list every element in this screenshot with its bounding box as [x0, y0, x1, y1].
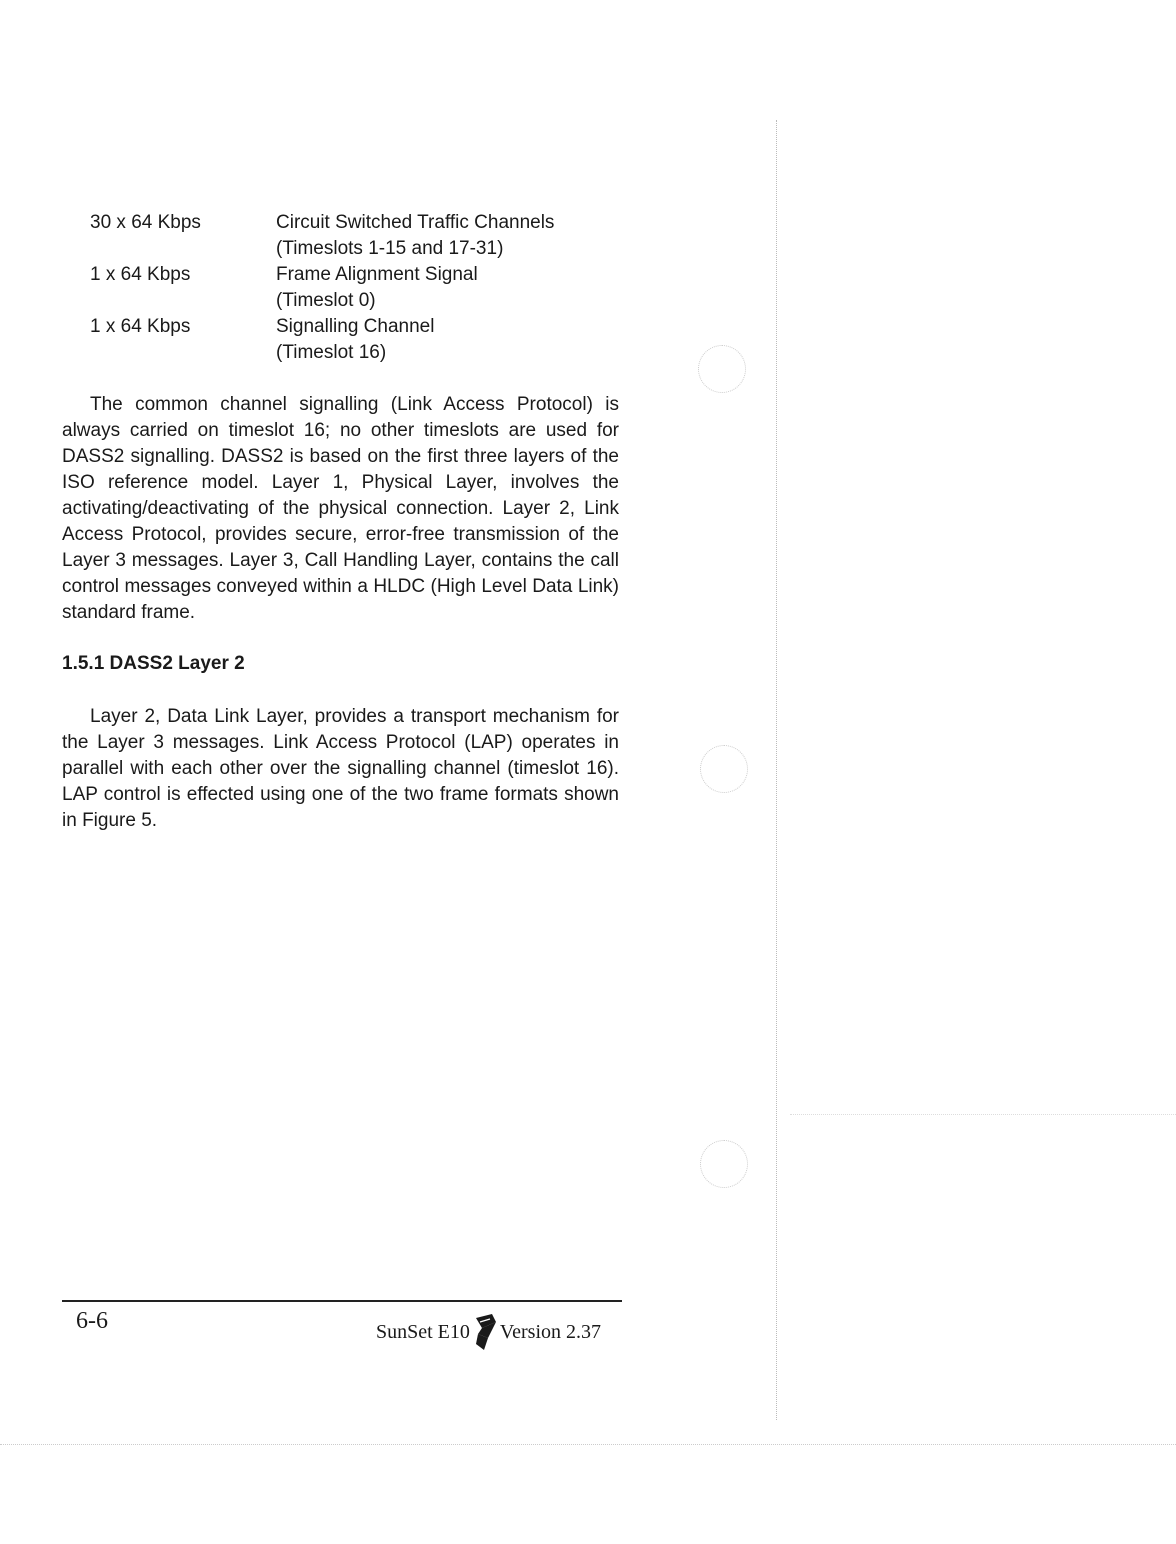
- channel-desc-line: Frame Alignment Signal: [276, 264, 478, 285]
- channel-rate: 1 x 64 Kbps: [90, 264, 191, 285]
- binder-hole: [700, 1140, 748, 1188]
- channel-row: [90, 210, 630, 262]
- sunset-logo-icon: [472, 1312, 498, 1352]
- scan-binding-line: [776, 120, 777, 1420]
- binder-hole: [698, 345, 746, 393]
- channel-description: [276, 314, 630, 366]
- channel-row: [90, 314, 630, 366]
- body-paragraph-layer2: Layer 2, Data Link Layer, provides a transport mechanism for the Layer 3 messages. Link Access Protocol (LAP) operates in parallel with each other over the signalling channel (timeslot 16). LAP control is effected using one of the two frame formats shown in Figure 5.: [62, 706, 619, 831]
- scan-edge-line: [790, 1114, 1176, 1115]
- channel-row: [90, 262, 630, 314]
- scan-edge-line: [0, 1444, 1176, 1445]
- channel-desc-line: Signalling Channel: [276, 316, 435, 337]
- channel-desc-line: Circuit Switched Traffic Channels: [276, 212, 555, 233]
- channel-desc-line: (Timeslots 1-15 and 17-31): [276, 238, 504, 259]
- footer-product-line: [376, 1312, 601, 1352]
- channel-desc-line: (Timeslot 16): [276, 342, 387, 363]
- channel-description: [276, 262, 630, 314]
- binder-hole: [700, 745, 748, 793]
- channel-rate: 1 x 64 Kbps: [90, 316, 191, 337]
- page-number: 6-6: [76, 1308, 108, 1334]
- channel-table: [90, 210, 630, 366]
- channel-rate: 30 x 64 Kbps: [90, 212, 201, 233]
- channel-desc-line: (Timeslot 0): [276, 290, 376, 311]
- footer-product-name: SunSet E10: [376, 1320, 470, 1343]
- footer-rule: [62, 1300, 622, 1302]
- section-heading: 1.5.1 DASS2 Layer 2: [62, 653, 245, 674]
- footer-version: Version 2.37: [499, 1320, 602, 1343]
- channel-description: [276, 210, 630, 262]
- body-paragraph-signalling: The common channel signalling (Link Access Protocol) is always carried on timeslot 16; no other timeslots are used for DASS2 signalling. DASS2 is based on the first three layers of the ISO reference model. Layer 1, Physical Layer, involves the activating/deactivating of the physical connection. Layer 2, Link Access Protocol, provides secure, error-free transmission of the Layer 3 messages. Layer 3, Call Handling Layer, contains the call control messages conveyed within a HLDC (High Level Data Link) standard frame.: [62, 394, 619, 623]
